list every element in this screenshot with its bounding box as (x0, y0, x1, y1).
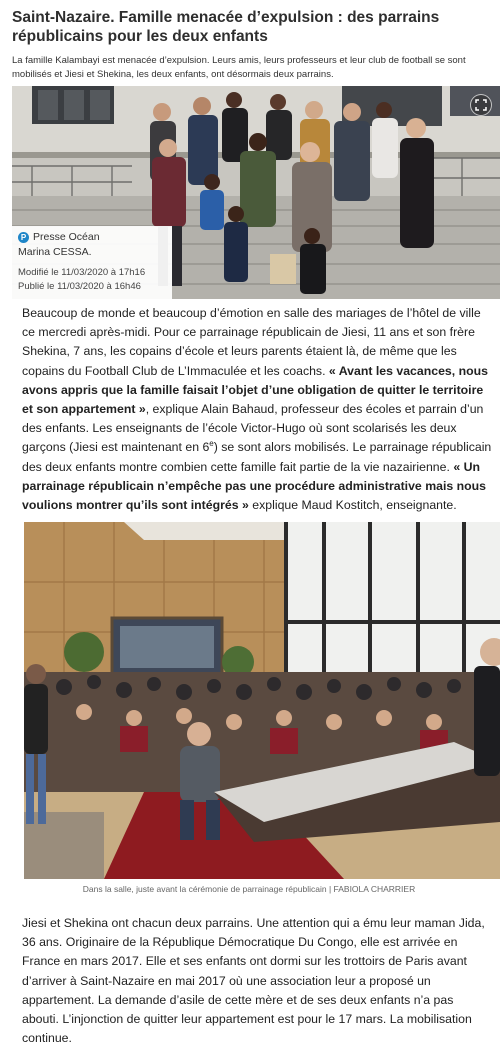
article-paragraph-2: Jiesi et Shekina ont chacun deux parrains. Une attention qui a ému leur maman Jida, 36 ans. Originaire de la République Démocratique Du Congo, elle est arrivée en France en mars 2017. Elle et ses enfants ont dormi sur les trottoirs de Paris avant d’arriver à Saint-Nazaire en mai 2017 où une association leur a proposé un appartement. La demande d’asile de cette mère et de ses deux enfants n’a pas abouti. L’injonction de quitter leur appartement est pour le 17 mars. La mobilisation continue. (22, 916, 485, 1046)
article-headline: Saint-Nazaire. Famille menacée d’expulsion : des parrains républicains pour les deux enfants (12, 9, 440, 45)
quote-maud-kostitch: « Un parrainage républicain n’empêche pas une procédure administrative mais nous voulions montrer qu’ils sont intégrés » (22, 459, 487, 513)
article-chapo: La famille Kalambayi est menacée d’expulsion. Leurs amis, leurs professeurs et leur club de football se sont mobilisés et Jiesi et Shekina, les deux enfants, ont désormais deux parrains. (12, 55, 466, 80)
paragraph-text: Beaucoup de monde et beaucoup d’émotion en salle des mariages de l’hôtel de ville ce mercredi après-midi. Pour ce parrainage républicain de Jiesi, 11 ans et son frère Shekina, 7 ans, les copains d’école et leurs parents étaient là, de même que les copains du Football Club de L’Immaculée et les coachs. (22, 306, 481, 378)
author-name: Marina CESSA. (18, 246, 92, 258)
paragraph-text: , explique Alain Bahaud, professeur des écoles et parrain d’un des enfants. Les enseignants de l’école Victor-Hugo où sont scolarisés les deux garçons (Jiesi est maintenant en 6 (22, 402, 484, 455)
expand-icon (475, 99, 487, 111)
photo-caption: Dans la salle, juste avant la cérémonie de parrainage républicain | FABIOLA CHARRIER (82, 884, 416, 894)
ceremony-photo[interactable] (24, 522, 500, 879)
source-name[interactable]: Presse Océan (33, 231, 100, 243)
paragraph-text: explique Maud Kostitch, enseignante. (248, 498, 457, 513)
modified-date: Modifié le 11/03/2020 à 17h16 (18, 267, 146, 278)
source-card (12, 226, 172, 299)
quote-alain-bahaud: « Avant les vacances, nous avons appris que la famille faisait l’objet d’une obligation de quitter le territoire et son appartement » (22, 363, 488, 417)
presse-ocean-logo-icon: P (18, 232, 29, 243)
superscript: e (209, 439, 214, 449)
paragraph-text: ) se sont alors mobilisés. Le parrainage républicain des deux enfants montre combien cette famille fait partie de la vie nazairienne. (22, 440, 492, 474)
article-paragraph-1 (22, 304, 492, 515)
expand-image-button[interactable] (470, 94, 492, 116)
ceremony-photo-illustration (24, 522, 500, 879)
published-date: Publié le 11/03/2020 à 16h46 (18, 280, 141, 292)
